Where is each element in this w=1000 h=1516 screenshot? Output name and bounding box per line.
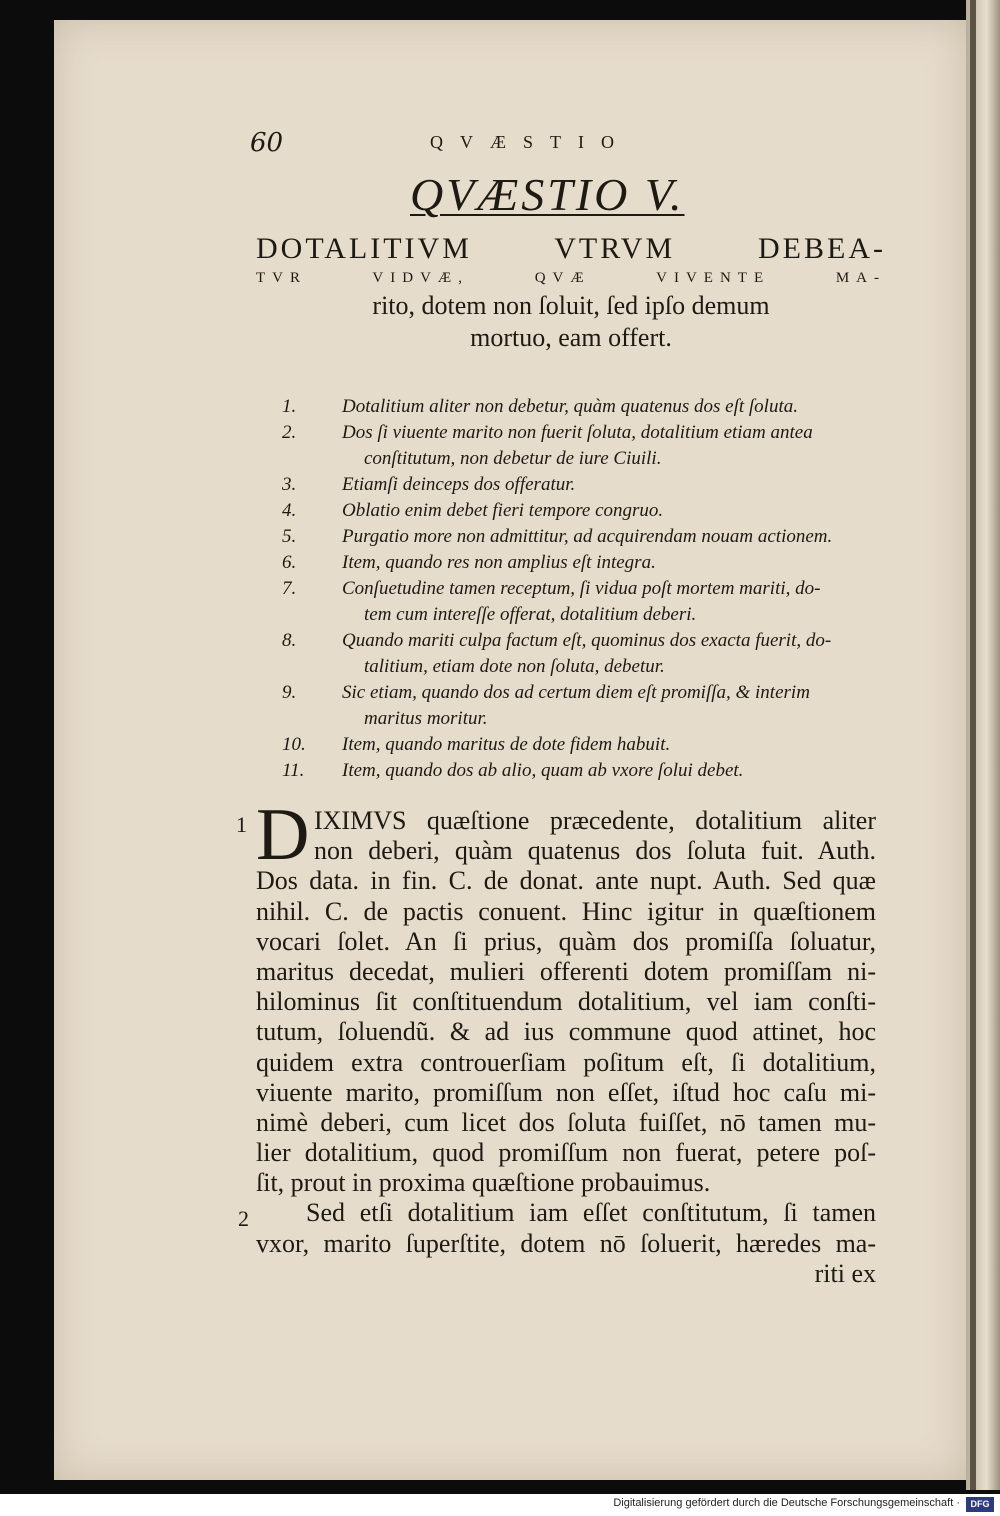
- summary-text: Quando mariti culpa factum eſt, quominus dos exacta fuerit, do-: [342, 630, 832, 651]
- summary-number: 1.: [282, 396, 297, 417]
- body-line: quidem extra controuerſiam poſitum eſt, ſi dotalitium,: [256, 1047, 876, 1077]
- body-line: vxor, marito ſuperſtite, dotem nō ſoluerit, hæredes ma-: [256, 1228, 876, 1258]
- page-number: 60: [250, 128, 284, 158]
- summary-text: talitium, etiam dote non ſoluta, debetur.: [364, 656, 665, 677]
- summary-item: [282, 420, 882, 446]
- summary-item: [282, 550, 882, 576]
- summary-text: Item, quando maritus de dote fidem habuit.: [342, 734, 671, 755]
- dfg-logo: DFG: [966, 1497, 994, 1512]
- summary-text: Oblatio enim debet fieri tempore congruo.: [342, 500, 664, 521]
- summary-number: 10.: [282, 734, 306, 755]
- summary-text: Item, quando res non amplius eſt integra.: [342, 552, 656, 573]
- running-title: QVÆSTIO: [430, 132, 632, 152]
- heading-line-3: rito, dotem non ſoluit, ſed ipſo demum: [372, 291, 770, 320]
- summary-text: Conſuetudine tamen receptum, ſi vidua poſt mortem mariti, do-: [342, 578, 821, 599]
- summary-text: Dos ſi viuente marito non fuerit ſoluta, dotalitium etiam antea: [342, 422, 813, 443]
- running-head: [0, 128, 1000, 164]
- summary-text: Etiamſi deinceps dos offeratur.: [342, 474, 576, 495]
- summary-number: 5.: [282, 526, 297, 547]
- summary-item-continued: [282, 654, 882, 680]
- body-line: IXIMVS quæſtione præcedente, dotalitium aliter: [314, 806, 876, 835]
- summary-item: [282, 576, 882, 602]
- question-title: QVÆSTIO V.: [410, 169, 685, 220]
- body-line: non deberi, quàm quatenus dos ſoluta fuit. Auth.: [314, 836, 876, 866]
- summary-number: 8.: [282, 630, 297, 651]
- summary-item: [282, 680, 882, 706]
- summary-item-continued: [282, 602, 882, 628]
- summary-text: maritus moritur.: [364, 708, 488, 729]
- summary-text: Purgatio more non admittitur, ad acquirendam nouam actionem.: [342, 526, 833, 547]
- body-line: ſit, prout in proxima quæſtione probauimus.: [256, 1168, 711, 1198]
- summary-number: 9.: [282, 682, 297, 703]
- body-line: tutum, ſoluendũ. & ad ius commune quod attinet, hoc: [256, 1017, 876, 1047]
- summary-text: Dotalitium aliter non debetur, quàm quatenus dos eſt ſoluta.: [342, 396, 798, 417]
- heading-line-2: TVR VIDVÆ, QVÆ VIVENTE MA-: [256, 270, 886, 286]
- body-line: Dos data. in fin. C. de donat. ante nupt. Auth. Sed quæ: [256, 866, 876, 896]
- funding-notice: Digitalisierung gefördert durch die Deutsche Forschungsgemeinschaft ·: [613, 1497, 960, 1509]
- heading-line-1: DOTALITIVM VTRVM DEBEA-: [256, 232, 886, 265]
- summary-list: [282, 394, 882, 784]
- chapter-heading: [256, 232, 886, 353]
- summary-text: conſtitutum, non debetur de iure Ciuili.: [364, 448, 662, 469]
- summary-item: [282, 524, 882, 550]
- heading-line-4: mortuo, eam offert.: [470, 323, 672, 352]
- body-line: vocari ſolet. An ſi prius, quàm dos promiſſa ſoluatur,: [256, 926, 876, 956]
- body-text: [256, 806, 876, 1289]
- body-line: viuente marito, promiſſum non eſſet, iſtud hoc caſu mi-: [256, 1077, 876, 1107]
- body-line: lier dotalitium, quod promiſſum non fuerat, petere poſ-: [256, 1138, 876, 1168]
- body-line: hilominus ſit conſtituendum dotalitium, vel iam conſti-: [256, 987, 876, 1017]
- margin-number: 1: [236, 812, 247, 837]
- summary-number: 6.: [282, 552, 297, 573]
- summary-text: Item, quando dos ab alio, quam ab vxore ſolui debet.: [342, 760, 744, 781]
- body-line: nihil. C. de pactis conuent. Hinc igitur in quæſtionem: [256, 896, 876, 926]
- summary-number: 2.: [282, 422, 297, 443]
- body-line: riti ex: [814, 1258, 876, 1288]
- summary-item: [282, 628, 882, 654]
- summary-number: 11.: [282, 760, 305, 781]
- summary-item: [282, 498, 882, 524]
- summary-item: [282, 472, 882, 498]
- summary-text: Sic etiam, quando dos ad certum diem eſt promiſſa, & interim: [342, 682, 810, 703]
- page-edge-shadow: [970, 0, 976, 1490]
- footer-bar: [0, 1494, 1000, 1516]
- summary-item: [282, 732, 882, 758]
- summary-item-continued: [282, 706, 882, 732]
- body-line: maritus decedat, mulieri offerenti dotem promiſſam ni-: [256, 956, 876, 986]
- summary-item: [282, 758, 882, 784]
- body-line: Sed etſi dotalitium iam eſſet conſtitutum, ſi tamen: [306, 1198, 876, 1228]
- summary-number: 3.: [282, 474, 297, 495]
- summary-text: tem cum intereſſe offerat, dotalitium deberi.: [364, 604, 697, 625]
- margin-number: 2: [238, 1206, 249, 1231]
- summary-number: 7.: [282, 578, 297, 599]
- drop-cap: D: [256, 794, 310, 876]
- summary-number: 4.: [282, 500, 297, 521]
- body-line: nimè deberi, cum licet dos ſoluta fuiſſet, nō tamen mu-: [256, 1107, 876, 1137]
- summary-item: [282, 394, 882, 420]
- summary-item-continued: [282, 446, 882, 472]
